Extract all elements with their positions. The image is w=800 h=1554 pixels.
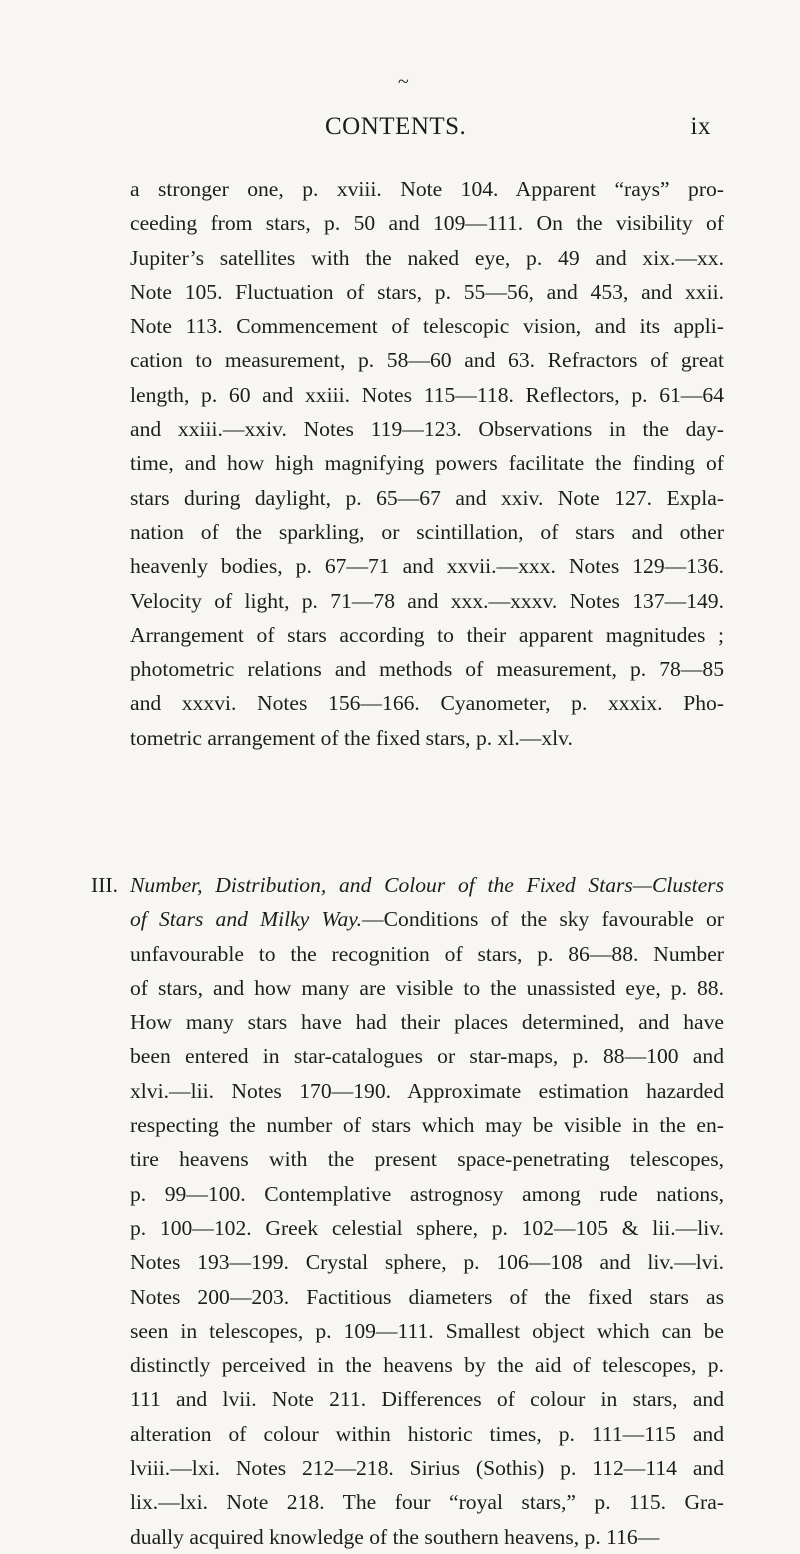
- text-line: Note 113. Commencement of telescopic vision, and its appli-: [130, 314, 724, 339]
- running-head-title: CONTENTS.: [325, 113, 467, 140]
- printer-mark: ~: [398, 71, 409, 93]
- text-line: been entered in star-catalogues or star-maps, p. 88—100 and: [130, 1044, 724, 1069]
- text-line: heavenly bodies, p. 67—71 and xxvii.—xxx. Notes 129—136.: [130, 554, 724, 579]
- section-heading-line: [91, 868, 724, 902]
- text-line: cation to measurement, p. 58—60 and 63. Refractors of great: [130, 348, 724, 373]
- text-line: Arrangement of stars according to their apparent magnitudes ;: [130, 622, 724, 647]
- section-title: Number, Distribution, and Colour of the Fixed Stars—Clusters: [130, 873, 724, 897]
- text-line: alteration of colour within historic times, p. 111—115 and: [130, 1421, 724, 1446]
- page-number: ix: [690, 113, 711, 140]
- section-number: III.: [91, 873, 118, 897]
- text-line: unfavourable to the recognition of stars, p. 86—88. Number: [130, 941, 724, 966]
- text-line: Jupiter’s satellites with the naked eye, p. 49 and xix.—xx.: [130, 245, 724, 270]
- text-line: dually acquired knowledge of the southern heavens, p. 116—: [130, 1524, 660, 1549]
- text-line: distinctly perceived in the heavens by the aid of telescopes, p.: [130, 1353, 724, 1378]
- text-line: lviii.—lxi. Notes 212—218. Sirius (Sothis) p. 112—114 and: [130, 1456, 724, 1481]
- text-line: nation of the sparkling, or scintillation, of stars and other: [130, 519, 724, 544]
- text-line: ceeding from stars, p. 50 and 109—111. On the visibility of: [130, 211, 724, 236]
- text-line: and xxxvi. Notes 156—166. Cyanometer, p. xxxix. Pho-: [130, 691, 724, 716]
- text-line: p. 100—102. Greek celestial sphere, p. 102—105 & lii.—liv.: [130, 1215, 724, 1240]
- text-line: of stars, and how many are visible to the unassisted eye, p. 88.: [130, 975, 724, 1000]
- text-line: xlvi.—lii. Notes 170—190. Approximate estimation hazarded: [130, 1078, 724, 1103]
- text-line: tire heavens with the present space-penetrating telescopes,: [130, 1147, 724, 1172]
- text-line: respecting the number of stars which may be visible in the en-: [130, 1113, 724, 1138]
- text-line: time, and how high magnifying powers facilitate the finding of: [130, 451, 724, 476]
- text-line: Notes 193—199. Crystal sphere, p. 106—108 and liv.—lvi.: [130, 1250, 724, 1275]
- text-line: Note 105. Fluctuation of stars, p. 55—56, and 453, and xxii.: [130, 279, 724, 304]
- contents-paragraph-continued: [130, 172, 724, 755]
- text-line: p. 99—100. Contemplative astrognosy among rude nations,: [130, 1181, 724, 1206]
- text-line: Velocity of light, p. 71—78 and xxx.—xxxv. Notes 137—149.: [130, 588, 724, 613]
- text-line: and xxiii.—xxiv. Notes 119—123. Observations in the day-: [130, 417, 724, 442]
- text-line: tometric arrangement of the fixed stars, p. xl.—xlv.: [130, 725, 573, 750]
- text-line: a stronger one, p. xviii. Note 104. Apparent “rays” pro-: [130, 177, 724, 201]
- section-iii-entry: [91, 868, 724, 1554]
- section-heading-line: [91, 902, 724, 936]
- text-line: seen in telescopes, p. 109—111. Smallest object which can be: [130, 1318, 724, 1343]
- section-title-continued: of Stars and Milky Way.: [130, 907, 363, 932]
- text-line: Notes 200—203. Factitious diameters of the fixed stars as: [130, 1284, 724, 1309]
- text-line: 111 and lvii. Note 211. Differences of colour in stars, and: [130, 1387, 724, 1412]
- section-text: —Conditions of the sky favourable or: [362, 907, 724, 932]
- text-line: stars during daylight, p. 65—67 and xxiv. Note 127. Expla-: [130, 485, 724, 510]
- text-line: length, p. 60 and xxiii. Notes 115—118. Reflectors, p. 61—64: [130, 382, 724, 407]
- text-line: photometric relations and methods of measurement, p. 78—85: [130, 657, 724, 682]
- text-line: lix.—lxi. Note 218. The four “royal stars,” p. 115. Gra-: [130, 1490, 724, 1515]
- text-line: How many stars have had their places determined, and have: [130, 1010, 724, 1035]
